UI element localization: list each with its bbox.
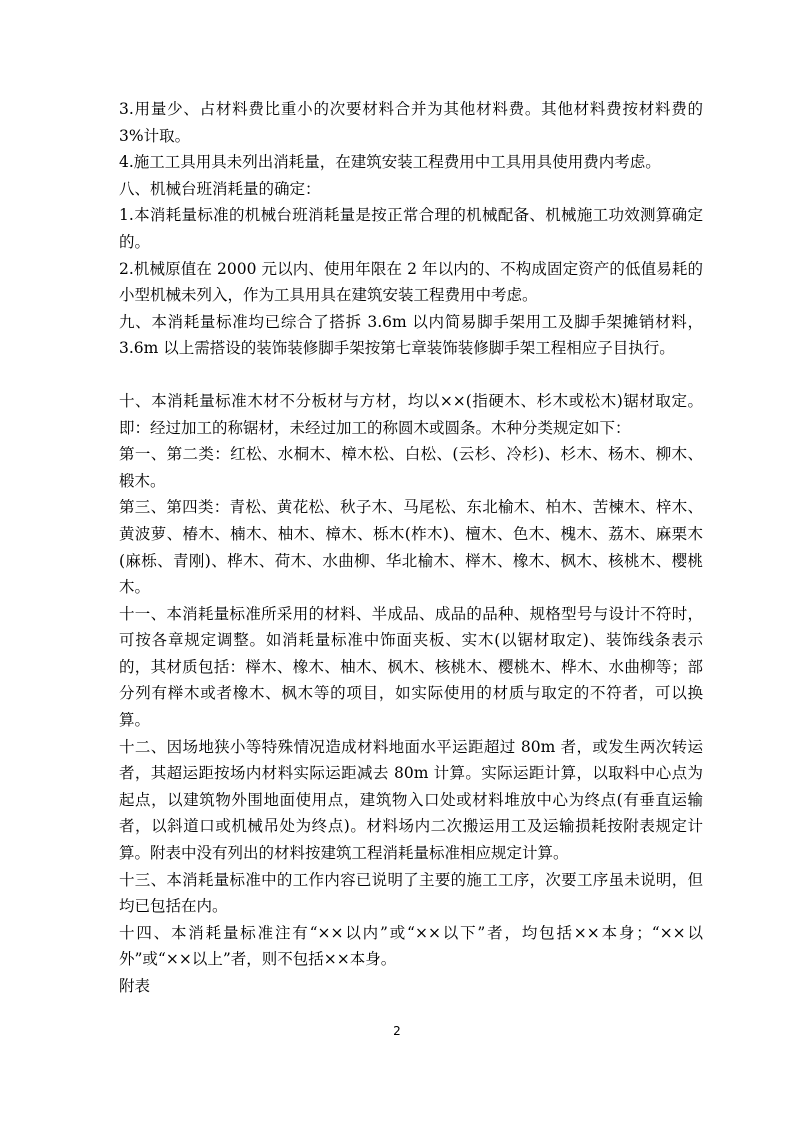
paragraph-timber-class-1-2: 第一、第二类：红松、水桐木、樟木松、白松、(云杉、冷杉)、杉木、杨木、柳木、椴木。 (119, 445, 703, 490)
paragraph-scaffolding: 九、本消耗量标准均已综合了搭拆 3.6m 以内简易脚手架用工及脚手架摊销材料，3.6m 以上需搭设的装饰装修脚手架按第七章装饰装修脚手架工程相应子目执行。 (119, 312, 703, 358)
appendix-label: 附表 (119, 977, 151, 995)
paragraph-timber: 十、本消耗量标准木材不分板材与方材，均以××(指硬木、杉木或松木)锯材取定。即：经过加工的称锯材，未经过加工的称圆木或圆条。木种分类规定如下： (119, 391, 703, 437)
paragraph-transport-distance: 十二、因场地狭小等特殊情况造成材料地面水平运距超过 80m 者，或发生两次转运者，其超运距按场内材料实际运距减去 80m 计算。实际运距计算，以取料中心点为起点，以建筑物外围地面使用点，建筑物入口处或材料堆放中心为终点(有垂直运输者，以斜道口或机械吊处为终点)。材料场内二次搬运用工及运输损耗按附表规定计算。附表中没有列出的材料按建筑工程消耗量标准相应规定计算。 (119, 737, 703, 863)
heading-machine-shift: 八、机械台班消耗量的确定： (119, 179, 321, 198)
body-text (119, 96, 703, 1000)
blank-line (119, 362, 703, 388)
paragraph-machine-shift-1: 1.本消耗量标准的机械台班消耗量是按正常合理的机械配备、机械施工功效测算确定的。 (119, 206, 703, 251)
paragraph-within-beyond: 十四、本消耗量标准注有“××以内”或“××以下”者，均包括××本身；“××以外”或“××以上”者，则不包括××本身。 (119, 923, 703, 969)
paragraph-other-materials: 3.用量少、占材料费比重小的次要材料合并为其他材料费。其他材料费按材料费的 3%计取。 (119, 100, 703, 145)
paragraph-timber-class-3-4: 第三、第四类：青松、黄花松、秋子木、马尾松、东北榆木、柏木、苦楝木、梓木、黄波萝、椿木、楠木、柚木、樟木、栎木(柞木)、檀木、色木、槐木、荔木、麻栗木(麻栎、青刚)、桦木、荷木、水曲柳、华北榆木、榉木、橡木、枫木、核桃木、樱桃木。 (119, 498, 703, 597)
paragraph-work-content: 十三、本消耗量标准中的工作内容已说明了主要的施工工序，次要工序虽未说明，但均已包括在内。 (119, 870, 703, 916)
page-number: 2 (393, 1024, 401, 1038)
paragraph-tools: 4.施工工具用具未列出消耗量，在建筑安装工程费用中工具用具使用费内考虑。 (119, 153, 661, 172)
paragraph-material-adjustment: 十一、本消耗量标准所采用的材料、半成品、成品的品种、规格型号与设计不符时，可按各章规定调整。如消耗量标准中饰面夹板、实木(以锯材取定)、装饰线条表示的，其材质包括：榉木、橡木、柚木、枫木、核桃木、樱桃木、桦木、水曲柳等；部分列有榉木或者橡木、枫木等的项目，如实际使用的材质与取定的不符者，可以换算。 (119, 604, 703, 730)
paragraph-machine-shift-2: 2.机械原值在 2000 元以内、使用年限在 2 年以内的、不构成固定资产的低值易耗的小型机械未列入，作为工具用具在建筑安装工程费用中考虑。 (119, 259, 703, 305)
